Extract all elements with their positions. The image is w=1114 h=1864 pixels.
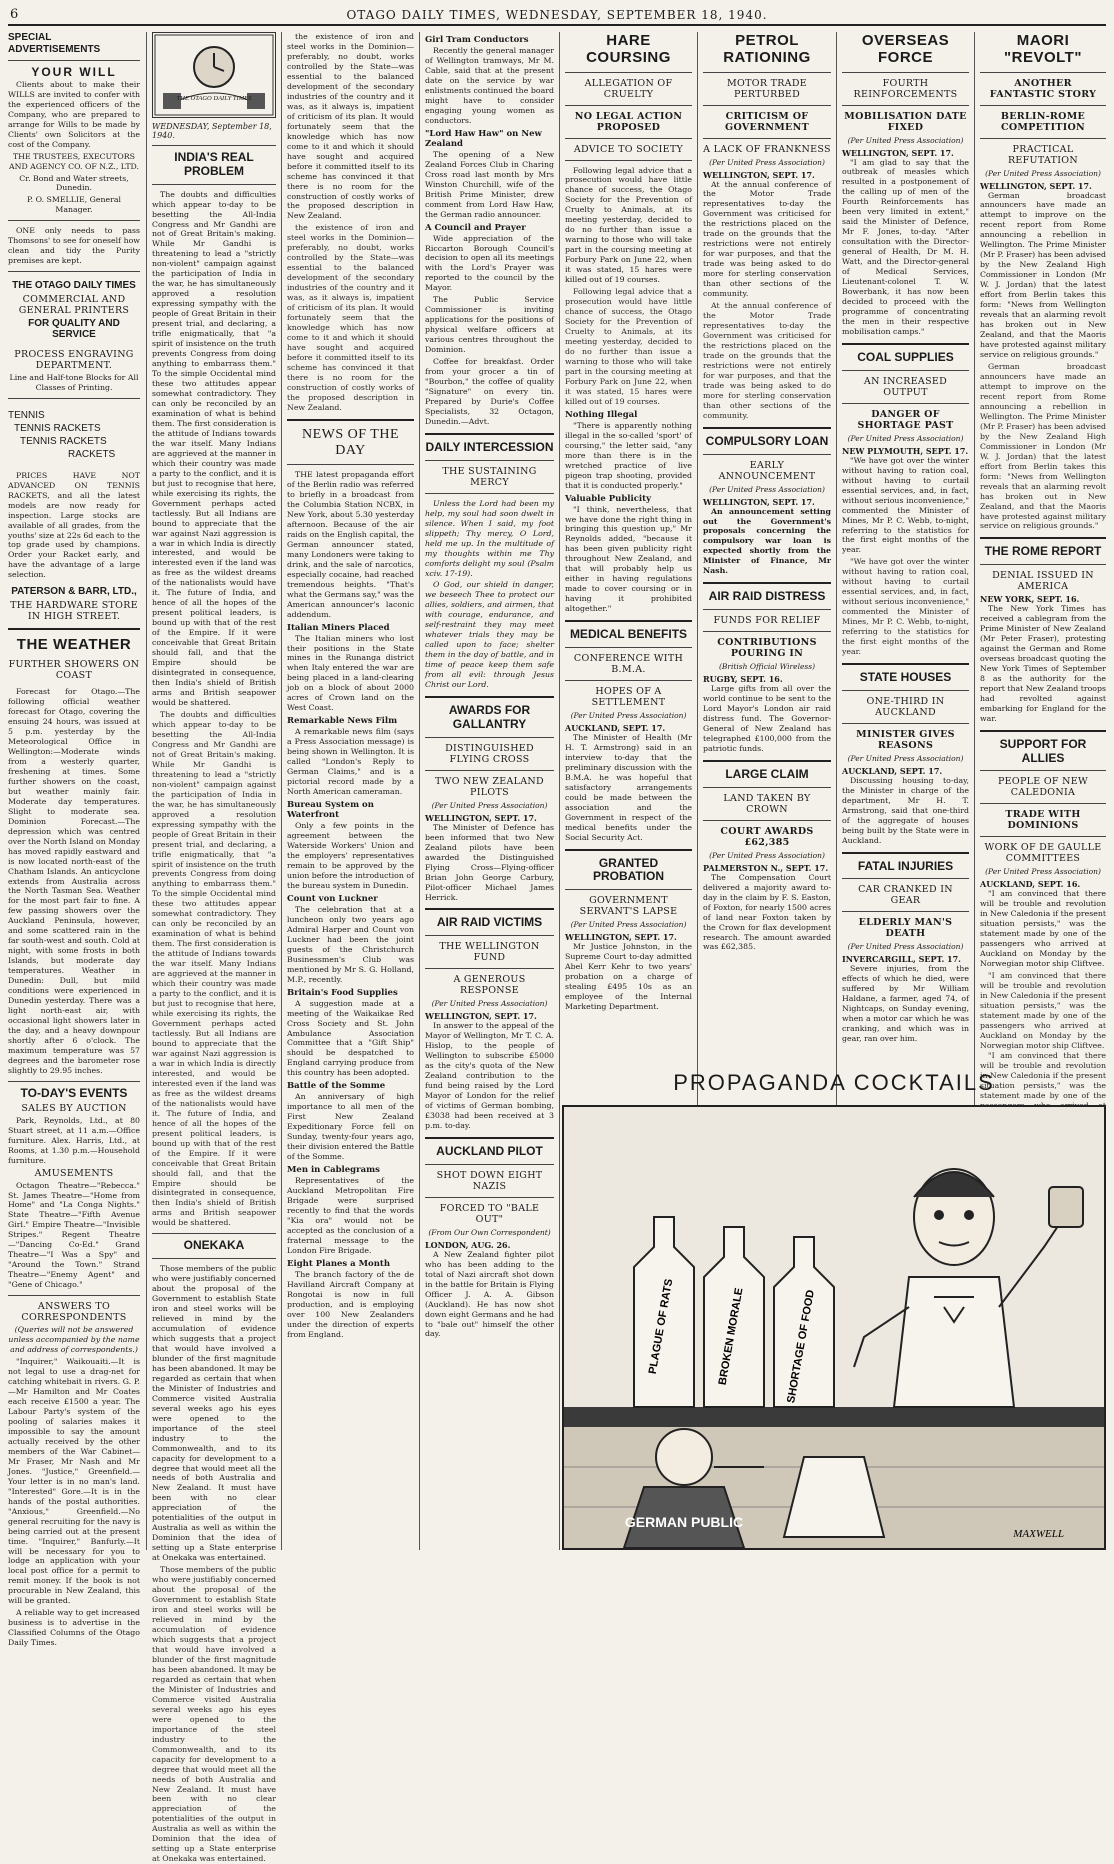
byline: (Per United Press Association) xyxy=(985,867,1101,877)
dateline: NEW YORK, SEPT. 16. xyxy=(980,594,1080,605)
dateline: WELLINGTON, SEPT. 17. xyxy=(565,932,677,943)
intercession-heading: DAILY INTERCESSION xyxy=(425,439,554,454)
pilot-heading: AUCKLAND PILOT xyxy=(436,1143,543,1158)
hare-heading: HARE COURSING xyxy=(586,32,671,67)
probation-heading: GRANTED PROBATION xyxy=(592,855,665,884)
amusements-text: Octagon Theatre—"Rebecca." St. James Theatre—"Home from Home" and "La Conga Nights." State Theatre—"Fifth Avenue Girl." Empire Theatre—"Invisible Stripes." Regent Theatre—"Dancing Co-Ed." Grand Theatre—"I Was a Spy" and "Around the Town." Strand Theatre—"Enemy Agent" and "Gene of Chicago." xyxy=(8,1180,140,1290)
pilot-subheading: FORCED TO "BALE OUT" xyxy=(439,1202,540,1225)
prayer-text: O God, our shield in danger, we beseech Thee to protect our allies, soldiers, and airmen, that with courage, endurance, and self-restraint they may meet whatever trials they may be called upon to face; shelter them in the day of battle, and in time of peace keep them safe from all evil: through Jesus Christ our Lord. xyxy=(425,580,554,690)
ad-subheading: PROCESS ENGRAVING DEPARTMENT. xyxy=(14,348,134,371)
allies-text: "I am convinced that there will be trouble and revolution in New Caledonia if the present situation persists," was the statement made by one of the passengers who arrived at Auckland on Monday by the Norwegian motor ship Cliftvee. xyxy=(980,889,1106,969)
ad-text: ONE only needs to pass Thomsons' to see for oneself how clean and tidy the Purity premises are kept. xyxy=(8,226,140,266)
fatal-subheading: ELDERLY MAN'S DEATH xyxy=(858,917,953,940)
dateline: AUCKLAND, SEPT. 17. xyxy=(842,765,943,776)
ad-line: TENNIS RACKETS xyxy=(14,422,101,434)
column-editorial xyxy=(152,32,276,1864)
news-text: The branch factory of the de Havilland Aircraft Company at Rongotai is now in full production, and is employing over 100 New Zealanders under the direction of experts from England. xyxy=(287,1269,414,1339)
maori-heading: MAORI "REVOLT" xyxy=(1004,32,1082,67)
news-subhead: Men in Cablegrams xyxy=(287,1165,380,1176)
dateline: NEW PLYMOUTH, SEPT. 17. xyxy=(842,445,969,456)
news-text: The Public Service Commissioner is inviting applications for the positions of physical welfare officers at various centres throughout the Dominion. xyxy=(425,295,554,355)
ad-heading: PATERSON & BARR, LTD., xyxy=(11,586,137,598)
houses-subheading: MINISTER GIVES REASONS xyxy=(856,728,955,751)
claim-subheading: LAND TAKEN BY CROWN xyxy=(723,792,811,815)
distress-subheading: FUNDS FOR RELIEF xyxy=(713,615,821,627)
ad-line: TENNIS RACKETS xyxy=(20,435,107,447)
dateline: PALMERSTON N., SEPT. 17. xyxy=(703,862,829,873)
section-heading: SPECIAL ADVERTISEMENTS xyxy=(8,32,101,55)
newspaper-logo xyxy=(152,32,276,118)
byline: (Per United Press Association) xyxy=(847,433,964,443)
editorial-continued: the existence of iron and steel works in the Dominion—preferably, no doubt, works controlled by the State—was essential to the balanced development of the secondary industries of the country and it was, as it always is, impatient of criticism of its plan. It would fortunately seem that the knowledge which has now come to it and which it should have sought and acquired before it committed itself to its scheme has convinced it that there is no room for the construction of costly works of the proposed description in New Zealand. xyxy=(287,223,414,412)
medical-heading: MEDICAL BENEFITS xyxy=(569,627,688,642)
pilot-subheading: SHOT DOWN EIGHT NAZIS xyxy=(436,1169,543,1192)
news-text: Only a few points in the agreement between the Waterside Workers' Union and the employers' representatives remain to be approved by the union before the introduction of the bureau system in Dunedin. xyxy=(287,821,414,890)
page-number: 6 xyxy=(10,7,19,22)
coal-subheading: AN INCREASED OUTPUT xyxy=(863,375,948,398)
editorial-text: The doubts and difficulties which appear to-day to be besetting the All-India Congress and Mr Gandhi are not of Great Britain's making. While Mr Gandhi is threatening to lead a "strictly non-violent" campaign against the participation of India in the war, he has simultaneously approved a resolution expressing sympathy with the people of Great Britain in their present trial, and declaring, a trifle enigmatically, that "a spirit of insistence on the truth prevents Congress from doing anything to embarrass them." To the simple Occidental mind these two attitudes appear somewhat contradictory. They can only be reconciled by an examination of what is behind them. The first consideration is the attitude of Indians towards the war itself. Many Indians are aggrieved at the manner in which their country was made a party to the conflict, and it is but just to recognise that here, while exercising its rights, the Government perhaps acted tactlessly. But all Indians are bound to appreciate that the war against Nazi aggression is a war in which India is directly interested, and would be interested even if the land was as free as the wildest dreams of the nationalists would have it. The future of India, and hence of all the hopes of the present political leaders, is bound up with that of the rest of the Empire. If it were conceivable that Great Britain should fall, and that the Empire should be disintegrated in consequence, then India's shield of British arms and British seapower would be shattered. xyxy=(152,189,276,707)
column-petrol xyxy=(703,32,831,1062)
claim-text: The Compensation Court delivered a majority award to-day in the claim by F. S. Easton, of Foxton, for nearly 1500 acres of land near Foxton taken by the Crown for flax development research. The amount awarded was £62,385. xyxy=(703,872,831,952)
news-subhead: "Lord Haw Haw" on New Zealand xyxy=(425,128,542,149)
victims-subheading: THE WELLINGTON FUND xyxy=(439,941,540,964)
petrol-text: At the annual conference of the Motor Trade representatives to-day the Government was criticised for the restrictions placed on the trade on the grounds that the restrictions were not entirely for war purposes, and that the trade was being asked to do more for sterling conservation than other sections of the community. xyxy=(703,179,831,299)
awards-subheading: TWO NEW ZEALAND PILOTS xyxy=(435,775,544,798)
byline: (Per United Press Association) xyxy=(985,168,1101,178)
petrol-subheading: CRITICISM OF GOVERNMENT xyxy=(725,110,809,133)
news-text: An anniversary of high importance to all men of the First New Zealand Expeditionary Force fell on Sunday, twenty-four years ago, their division entered the Battle of the Somme. xyxy=(287,1092,414,1162)
ad-subheading: COMMERCIAL AND GENERAL PRINTERS xyxy=(18,293,130,316)
distress-text: Large gifts from all over the world continue to be sent to the Lord Mayor's London air raid distress fund. The Governor-General of New Zealand has telegraphed £100,000 from the patriotic funds. xyxy=(703,684,831,753)
news-subhead: Eight Planes a Month xyxy=(287,1258,391,1269)
byline: (From Our Own Correspondent) xyxy=(428,1227,551,1237)
rome-heading: THE ROME REPORT xyxy=(984,544,1102,559)
rome-subheading: DENIAL ISSUED IN AMERICA xyxy=(992,570,1094,593)
maori-subheading: ANOTHER FANTASTIC STORY xyxy=(989,77,1097,100)
probation-text: Mr Justice Johnston, in the Supreme Court to-day admitted Abel Kerr Kehr to two years' probation on a charge of stealing £495 10s as an employee of the Internal Marketing Department. xyxy=(565,942,692,1012)
news-subhead: Count von Luckner xyxy=(287,893,378,904)
houses-heading: STATE HOUSES xyxy=(859,670,952,685)
editorial-text: Those members of the public who were justifiably concerned about the proposal of the Government to establish State iron and steel works will be relieved in mind by the accumulation of evidence which suggests that a project that would have involved a blunder of the first magnitude has been abandoned. It may be regarded as certain that when the Minister of Industries and Commerce visited Australia several weeks ago his eyes were opened to the importance of the steel industry to the Commonwealth, and to its capacity for development to a degree that would meet all the needs of both Australia and New Zealand. It must have been with no clear appreciation of the potentialities of the output in Australia as well as within the Dominion that the idea of setting up a State enterprise at Onekaka was entertained. xyxy=(152,1565,276,1864)
awards-text: The Minister of Defence has been informed that two New Zealand pilots have been awarded the Distinguished Flying Cross—Flying-officer Brian John George Carbury, Pilot-officer Michael James Herrick. xyxy=(425,822,554,902)
coal-text: "We have got over the winter without having to ration coal, without having to curtail essential services, and, in fact, without serious inconvenience," commented the Minister of Mines, Mr P. C. Webb, to-night, referring to the statistics for the first eight months of the year. xyxy=(842,455,969,555)
awards-heading: AWARDS FOR GALLANTRY xyxy=(448,703,531,731)
ad-line: RACKETS xyxy=(68,448,116,460)
loan-text: An announcement setting out the Government's proposals concerning the compulsory war loan is expected shortly from the Minister of Finance, Mr Nash. xyxy=(703,506,831,576)
ad-text: Clients about to make their WILLS are invited to confer with the experienced officers of the Company, who are prepared to arrange for Wills to be made by Clients' own Solicitors at the cost of the Company. xyxy=(8,79,140,149)
editorial-text: Those members of the public who were justifiably concerned about the proposal of the Government to establish State iron and steel works will be relieved in mind by the accumulation of evidence which suggests that a project that would have involved a blunder of the first magnitude has been abandoned. It may be regarded as certain that when the Minister of Industries and Commerce visited Australia several weeks ago his eyes were opened to the importance of the steel industry to the Commonwealth, and to its capacity for development to a degree that would meet all the needs of both Australia and New Zealand. It must have been with no clear appreciation of the potentialities of the output in Australia as well as within the Dominion that the idea of setting up a State enterprise at Onekaka was entertained. xyxy=(152,1264,276,1563)
column-rule xyxy=(559,32,560,1550)
hare-text: Following legal advice that a prosecution would have little chance of success, the Otago Society for the Prevention of Cruelty to Animals, at its meeting yesterday, decided to do no further than issue a warning to those who will take part in the coursing meeting at Forbury Park on June 22, when it was stated, 15 hares were killed out of 19 courses. xyxy=(565,287,692,406)
byline: (Per United Press Association) xyxy=(431,999,548,1009)
loan-heading: COMPULSORY LOAN xyxy=(705,433,829,448)
answers-heading: ANSWERS TO CORRESPONDENTS xyxy=(21,1301,127,1324)
byline: (Per United Press Association) xyxy=(709,157,825,167)
petrol-subheading: MOTOR TRADE PERTURBED xyxy=(726,77,807,100)
ad-signature: P. O. SMELLIE, General Manager. xyxy=(27,195,121,215)
news-text: Coffee for breakfast. Order from your grocer a tin of "Bourbon," the coffee of quality "Signature" on every tin. Prepared by Durie's Coffee Specialists, 32 Octagon, Dunedin.—Advt. xyxy=(425,357,554,426)
distress-heading: AIR RAID DISTRESS xyxy=(708,589,826,604)
cartoon-drawing xyxy=(564,1107,1104,1548)
petrol-heading: PETROL RATIONING xyxy=(723,32,811,67)
dateline: WELLINGTON, SEPT. 17. xyxy=(425,1011,537,1022)
editorial-heading: ONEKAKA xyxy=(183,1238,245,1253)
fatal-heading: FATAL INJURIES xyxy=(857,858,954,873)
petrol-text: At the annual conference of the Motor Trade representatives to-day the Government was criticised for the restrictions placed on the trade on the grounds that the restrictions were not entirely for war purposes, and that the trade was being asked to do more for sterling conservation than other sections of the community. xyxy=(703,301,831,420)
editorial-continued: the existence of iron and steel works in the Dominion—preferably, no doubt, works controlled by the State—was essential to the balanced development of the secondary industries of the country and it was, as it always is, impatient of criticism of its plan. It would fortunately seem that the knowledge which has now come to it and which it should have sought and acquired before it committed itself to its scheme has convinced it that there is no room for the construction of costly works of the proposed description in New Zealand. xyxy=(287,32,414,221)
column-overseas xyxy=(842,32,969,1062)
weather-heading: THE WEATHER xyxy=(16,635,132,653)
fatal-subheading: CAR CRANKED IN GEAR xyxy=(858,884,953,907)
editorial-heading: INDIA'S REAL PROBLEM xyxy=(174,150,254,178)
byline: (Per United Press Association) xyxy=(570,710,687,720)
dateline: INVERCARGILL, SEPT. 17. xyxy=(842,954,961,965)
clock-tower-icon xyxy=(153,33,275,117)
houses-text: Discussing housing to-day, the Minister in charge of the department, Mr H. T. Armstrong, said that one-third of the aggregate of houses being built by the State were in Auckland. xyxy=(842,775,969,845)
news-text: The celebration that at a luncheon only two years ago Admiral Harper and Count von Luckner had been the joint guests of the Christchurch Businessmen's Club was mentioned by Mr S. G. Holland, M.P., recently. xyxy=(287,904,414,984)
column-advertisements xyxy=(8,32,140,1648)
overseas-text: "I am glad to say that the outbreak of measles which resulted in a postponement of the calling up of men of the Fourth Reinforcements has been very limited in extent," said the Minister of Defence, Mr F. Jones, to-day. "After consultation with the Director-general of Health, Dr M. H. Watt, and the Director-general of Medical Services, Lieutenant-colonel T. W. Bowerbank, it has now been decided to proceed with the programme of concentrating the men in their respective mobilisation camps." xyxy=(842,157,969,336)
victims-subheading: A GENEROUS RESPONSE xyxy=(453,974,526,997)
hare-text: "There is apparently nothing illegal in the so-called 'sport' of coursing," the letter said, "any more than there is in the wretched practice of live pigeon trap shooting, provided that it is conducted properly." xyxy=(565,420,692,490)
dateline: WELLINGTON, SEPT. 17. xyxy=(980,180,1092,191)
loan-subheading: EARLY ANNOUNCEMENT xyxy=(718,459,816,482)
byline: (Per United Press Association) xyxy=(709,484,825,494)
allies-subheading: TRADE WITH DOMINIONS xyxy=(1005,809,1081,832)
closing-ad: A reliable way to get increased business is to advertise in the Classified Columns of the Otago Daily Times. xyxy=(8,1608,140,1648)
column-rule xyxy=(146,32,147,1550)
bottle-label-food: SHORTAGE OF FOOD xyxy=(785,1288,817,1404)
news-text: The Italian miners who lost their positions in the State mines in the Runanga district when Italy entered the war are being placed in a land-clearing job on a block of about 2000 acres of Crown land on the West Coast. xyxy=(287,633,414,713)
news-subhead: Bureau System on Waterfront xyxy=(287,800,374,821)
ad-heading: THE OTAGO DAILY TIMES xyxy=(12,280,136,292)
medical-subheading: HOPES OF A SETTLEMENT xyxy=(591,685,666,708)
byline: (Per United Press Association) xyxy=(431,800,548,810)
coal-heading: COAL SUPPLIES xyxy=(857,349,954,364)
news-text: Wide appreciation of the Riccarton Borough Council's decision to open all its meetings with the Lord's Prayer was reported to the council by the Mayor. xyxy=(425,233,554,293)
hare-text: Following legal advice that a prosecution would have little chance of success, the Otago Society for the Prevention of Cruelty to Animals, at its meeting yesterday, decided to do no further than issue a warning to those who will take part in the coursing meeting at Forbury Park on June 22, when it was stated, 15 hares were killed out of 19 courses. xyxy=(565,165,692,285)
bottle-label-plague: PLAGUE OF RATS xyxy=(646,1277,676,1375)
byline: (Per United Press Association) xyxy=(709,850,825,860)
claim-heading: LARGE CLAIM xyxy=(725,766,809,781)
byline: (Per United Press Association) xyxy=(847,753,964,763)
news-text: The opening of a New Zealand Forces Club in Charing Cross road last month by Mrs Winston Churchill, wife of the British Prime Minister, drew comment from Lord Haw Haw, the German radio announcer. xyxy=(425,149,554,219)
cartoon-title: PROPAGANDA COCKTAILS xyxy=(673,1070,995,1095)
amusements-heading: AMUSEMENTS xyxy=(34,1167,114,1179)
events-heading: TO-DAY'S EVENTS xyxy=(20,1085,128,1100)
byline: (Per United Press Association) xyxy=(847,135,964,145)
fatal-text: Severe injuries, from the effects of which he died, were suffered by Mr William Haldane, a farmer, aged 74, of Nightcaps, on Sunday evening, when a motor car which he was cranking, and which was in gear, ran over him. xyxy=(842,964,969,1044)
ad-line: TENNIS xyxy=(8,409,45,421)
answers-text: "Inquirer," Waikouaiti.—It is not legal to use a drag-net for catching whitebait in rivers. G. P.—Mr Hamilton and Mr Coates each receive £1500 a year. The Labour Party's system of the pooling of salaries makes it impossible to say the amount actually received by the other members of the War Cabinet—Mr Fraser, Mr Nash and Mr Jones. "Justice," Greenfield.—Your letter is in no man's land. "Interested" Gore.—It is in the hands of the postal authorities. "Anxious," Greenfield.—No general recruiting for the navy is being carried out at the present time. "Inquirer," Banfurly.—It will be necessary for you to lodge an application with your local post office for a permit to remit money. If the book is not procurable in New Zealand, this will be granted. xyxy=(8,1357,140,1606)
weather-subheading: FURTHER SHOWERS ON COAST xyxy=(8,659,140,682)
hare-subheading: ALLEGATION OF CRUELTY xyxy=(584,77,673,100)
houses-subheading: ONE-THIRD IN AUCKLAND xyxy=(866,695,945,718)
dateline: AUCKLAND, SEPT. 17. xyxy=(565,722,666,733)
medical-text: The Minister of Health (Mr H. T. Armstrong) said in an interview to-day that the preliminary discussion with the B.M.A. he was hopeful that satisfactory arrangements could be made between the association and the Government in respect of the medical benefits under the Social Security Act. xyxy=(565,732,692,842)
petrol-subheading: A LACK OF FRANKNESS xyxy=(703,143,831,155)
victims-text: In answer to the appeal of the Mayor of Wellington, Mr T. C. A. Hislop, to the people of Wellington to subscribe £5000 as the city's quota of the New Zealand contribution to the fund being raised by the Lord Mayor of London for the relief of victims of German bombing, £3038 had been received at 3 p.m. to-day. xyxy=(425,1021,554,1130)
paper-date: WEDNESDAY, September 18, 1940. xyxy=(152,122,272,140)
hare-text: "I think, nevertheless, that we have done the right thing in bringing this question up," Mr Reynolds added, "because it has been given publicity right throughout New Zealand, and that will probably help us either in having regulations made to cover coursing or in having it prohibited altogether." xyxy=(565,504,692,614)
hare-subhead: Nothing Illegal xyxy=(565,409,638,420)
news-text: Recently the general manager of Wellington tramways, Mr M. Cable, said that at the present date on the service by war enlistments continued the board might have to consider engaging young women as conductors. xyxy=(425,46,554,125)
claim-subheading: COURT AWARDS £62,385 xyxy=(720,825,814,848)
rome-text: The New York Times has received a cablegram from the Prime Minister of New Zealand (Mr Peter Fraser), protesting against the German and Rome overseas broadcast quoting the New York Times of September 8 as the authority for the report that New Zealand troops had revolted against embarking for England for the war. xyxy=(980,604,1106,723)
weather-text: Forecast for Otago.—The following official weather forecast for Otago, covering the ensuing 24 hours, was issued at 5 p.m. yesterday by the Meteorological Office in Wellington:—Moderate winds from a westerly quarter, freshening at times. Some further showers on the coast, but weather mainly fair. Moderate day temperatures. Slight to moderate sea. Dominion Forecast.—The depression which was centred over the North Island on Monday has moved rapidly eastward and is now located north-east of the Chatham Islands. An anticyclone extends from Australia across the North Tasman Sea. Weather for the most part fair to fine. A few passing showers over the Auckland Peninsula, however, and some scattered rain in the far south-west and south. Cold at night, with some frosts in both Islands, but moderate day temperatures. Weather in Dunedin: Dull, but mild conditions were experienced in Dunedin yesterday. There was a light north-east air, with occasional light showers later in the day, and a heavy downpour shortly after 6 o'clock. The maximum temperature was 57 degrees and the barometer rose slightly to 29.95 inches. xyxy=(8,687,140,1075)
allies-heading: SUPPORT FOR ALLIES xyxy=(999,736,1087,765)
dateline: WELLINGTON, SEPT. 17. xyxy=(703,496,815,507)
dateline: RUGBY, SEPT. 16. xyxy=(703,674,783,685)
ad-text: Line and Half-tone Blocks for All Classes of Printing. xyxy=(9,372,139,392)
hare-subhead: Valuable Publicity xyxy=(565,493,652,504)
ad-text: PRICES HAVE NOT ADVANCED ON TENNIS RACKETS, and all the latest models are now ready for inspection. Large stocks are available of all grades, from the youths' size at 22s 6d each to the top grade used by champions. Order your Racket early, and have the advantage of a large selection. xyxy=(8,470,140,580)
news-text: THE latest propaganda effort of the Berlin radio was referred to briefly in a broadcast from the Columbia Station NCBX, in New York, about 5.30 yesterday afternoon. Because of the air raids on the English capital, the German announcer stated, many Londoners were taking to drink, and the sale of narcotics, especially cocaine, had reached tremendous heights. "That's what the Germans say," was the American announcer's laconic addendum. xyxy=(287,470,414,619)
intercession-subheading: THE SUSTAINING MERCY xyxy=(442,465,537,488)
allies-text: "I am convinced that there will be trouble and revolution in New Caledonia if the present situation persists," was the statement made by one of the xyxy=(980,1050,1106,1100)
distress-subheading: CONTRIBUTIONS POURING IN xyxy=(717,637,817,660)
events-subheading: SALES BY AUCTION xyxy=(21,1102,127,1114)
medical-subheading: CONFERENCE WITH B.M.A. xyxy=(573,652,684,675)
column-rule xyxy=(281,32,282,1550)
dateline: WELLINGTON, SEPT. 17. xyxy=(425,812,537,823)
probation-subheading: GOVERNMENT SERVANT'S LAPSE xyxy=(579,895,678,918)
byline: (Per United Press Association) xyxy=(570,920,687,930)
events-text: Park, Reynolds, Ltd., at 80 Stuart street, at 11 a.m.—Office furniture. Alex. Harris, Ltd., at Rooms, at 1.30 p.m.—Household furniture. xyxy=(8,1115,140,1165)
allies-text: "I am convinced that there will be trouble and revolution in New Caledonia if the present situation persists," was the statement made by one of the passengers who arrived at Auckland on Monday by the Norwegian motor ship Cliftvee. xyxy=(980,971,1106,1050)
dateline: AUCKLAND, SEPT. 16. xyxy=(980,879,1081,890)
maori-text: German broadcast announcers have made an attempt to improve on the recent report from Rome announcing a rebellion in Wellington. The Prime Minister (Mr P. Fraser) has been advised by the New Zealand High Commissioner in London (Mr W. J. Jordan) that the latest effort from Berlin takes this form: "News from Wellington reveals that an alarming revolt has broken out in New Zealand, and that the Maoris have protested against military service on religious grounds." xyxy=(980,361,1106,531)
cartoonist-signature: MAXWELL xyxy=(1013,1528,1064,1540)
news-text: A suggestion made at a meeting of the Waikaikae Red Cross Society and St. John Ambulance Association Committee that a "Gift Ship" should be despatched to England carrying produce from this country has been adopted. xyxy=(287,998,414,1078)
byline: (British Official Wireless) xyxy=(718,662,816,672)
news-subhead: Girl Tram Conductors xyxy=(425,35,529,45)
news-text: Representatives of the Auckland Metropolitan Fire Brigade were surprised recently to find that the words "Kia ora" would not be accepted as the conclusion of a fraternal message to the London Fire Brigade. xyxy=(287,1176,414,1255)
news-subhead: Britain's Food Supplies xyxy=(287,987,398,998)
news-subhead: Remarkable News Film xyxy=(287,716,398,727)
maori-subheading: BERLIN-ROME COMPETITION xyxy=(1000,110,1086,133)
masthead xyxy=(8,6,1106,26)
page-title: OTAGO DAILY TIMES, WEDNESDAY, SEPTEMBER 18, 1940. xyxy=(346,8,768,22)
news-subhead: Italian Miners Placed xyxy=(287,622,390,633)
ad-heading: FOR QUALITY AND SERVICE xyxy=(28,317,120,341)
coal-subheading: DANGER OF SHORTAGE PAST xyxy=(857,408,954,431)
ad-heading: YOUR WILL xyxy=(31,65,117,79)
ad-subheading: THE HARDWARE STORE IN HIGH STREET. xyxy=(10,599,138,622)
column-rule xyxy=(419,32,420,1550)
column-hare-coursing xyxy=(565,32,692,1062)
ad-address: Cr. Bond and Water streets, Dunedin. xyxy=(19,173,129,193)
maori-text: German broadcast announcers have made an attempt to improve on the recent report from Rome announcing a rebellion in Wellington. The Prime Minister (Mr P. Fraser) has been advised by the New Zealand High Commissioner in London (Mr W. J. Jordan) that the latest effort from Berlin takes this form: "News from Wellington reveals that an alarming revolt has broken out in New Zealand, and that the Maoris have protested against military service on religious grounds." xyxy=(980,190,1106,359)
awards-subheading: DISTINGUISHED FLYING CROSS xyxy=(445,742,534,765)
overseas-subheading: MOBILISATION DATE FIXED xyxy=(844,110,967,133)
maori-subheading: PRACTICAL REFUTATION xyxy=(1007,143,1079,166)
news-subhead: Battle of the Somme xyxy=(287,1081,386,1092)
dateline: LONDON, AUG. 26. xyxy=(425,1239,511,1250)
editorial-text: The doubts and difficulties which appear to-day to be besetting the All-India Congress and Mr Gandhi are not of Great Britain's making. While Mr Gandhi is threatening to lead a "strictly non-violent" campaign against the participation of India in the war, he has simultaneously approved a resolution expressing sympathy with the people of Great Britain in their present trial, and declaring, a trifle enigmatically, that "a spirit of insistence on the truth prevents Congress from doing anything to embarrass them." To the simple Occidental mind these two attitudes appear somewhat contradictory. They can only be reconciled by an examination of what is behind them. The first consideration is the attitude of Indians towards the war itself. Many Indians are aggrieved at the manner in which their country was made a party to the conflict, and it is but just to recognise that here, while exercising its rights, the Government perhaps acted tactlessly. But all Indians are bound to appreciate that the war against Nazi aggression is a war in which India is directly interested, and would be interested even if the land was as free as the wildest dreams of the nationalists would have it. The future of India, and hence of all the hopes of the present political leaders, is bound up with that of the rest of the Empire. If it were conceivable that Great Britain should fall, and that the Empire should be disintegrated in consequence, then India's shield of British arms and British seapower would be shattered. xyxy=(152,709,276,1228)
news-subhead: A Council and Prayer xyxy=(425,222,526,233)
hare-subheading: ADVICE TO SOCIETY xyxy=(573,143,684,155)
news-text: A remarkable news film (says a Press Association message) is being shown in Wellington. It is called "London's Reply to German Claims," and is a pictorial record made by a North American cameraman. xyxy=(287,727,414,797)
answers-note: (Queries will not be answered unless accompanied by the name and address of correspondents.) xyxy=(8,1325,140,1355)
hare-subheading: NO LEGAL ACTION PROPOSED xyxy=(574,110,683,133)
news-heading: NEWS OF THE DAY xyxy=(301,426,400,458)
column-news-continued xyxy=(425,32,554,1550)
allies-subheading: PEOPLE OF NEW CALEDONIA xyxy=(997,776,1089,799)
allies-subheading: WORK OF DE GAULLE COMMITTEES xyxy=(984,842,1102,865)
pilot-text: A New Zealand fighter pilot who has been adding to the total of Nazi aircraft shot down in the battle for Britain is Flying Officer J. A. A. Gibson (Auckland). He has now shot down eight Germans and he had to "bale out" himself the other day. xyxy=(425,1249,554,1339)
overseas-subheading: FOURTH REINFORCEMENTS xyxy=(853,77,958,100)
logo-caption: THE OTAGO DAILY TIMES xyxy=(176,95,252,102)
overseas-heading: OVERSEAS FORCE xyxy=(861,32,950,67)
intercession-text: Unless the Lord had been my help, my soul had soon dwelt in silence. When I said, my foot slippeth; Thy mercy, O Lord, held me up. In the multitude of my thoughts within me Thy comforts delight my soul (Psalm xciv. 17-19). xyxy=(425,498,554,578)
byline: (Per United Press Association) xyxy=(847,942,964,952)
propaganda-cartoon xyxy=(562,1105,1106,1550)
figure-label-public: GERMAN PUBLIC xyxy=(624,1514,744,1530)
column-news-of-day xyxy=(287,32,414,1550)
ad-company: THE TRUSTEES, EXECUTORS AND AGENCY CO. OF N.Z., LTD. xyxy=(9,151,139,171)
dateline: WELLINGTON, SEPT. 17. xyxy=(703,169,815,180)
dateline: WELLINGTON, SEPT. 17. xyxy=(842,147,954,158)
coal-text: "We have got over the winter without having to ration coal, without having to curtail essential services, and, in fact, without serious inconvenience," commented the Minister of Mines, Mr P. C. Webb, to-night, referring to the statistics for the first eight months of the year. xyxy=(842,557,969,657)
victims-heading: AIR RAID VICTIMS xyxy=(436,915,543,930)
bottle-label-morale: BROKEN MORALE xyxy=(716,1286,746,1386)
